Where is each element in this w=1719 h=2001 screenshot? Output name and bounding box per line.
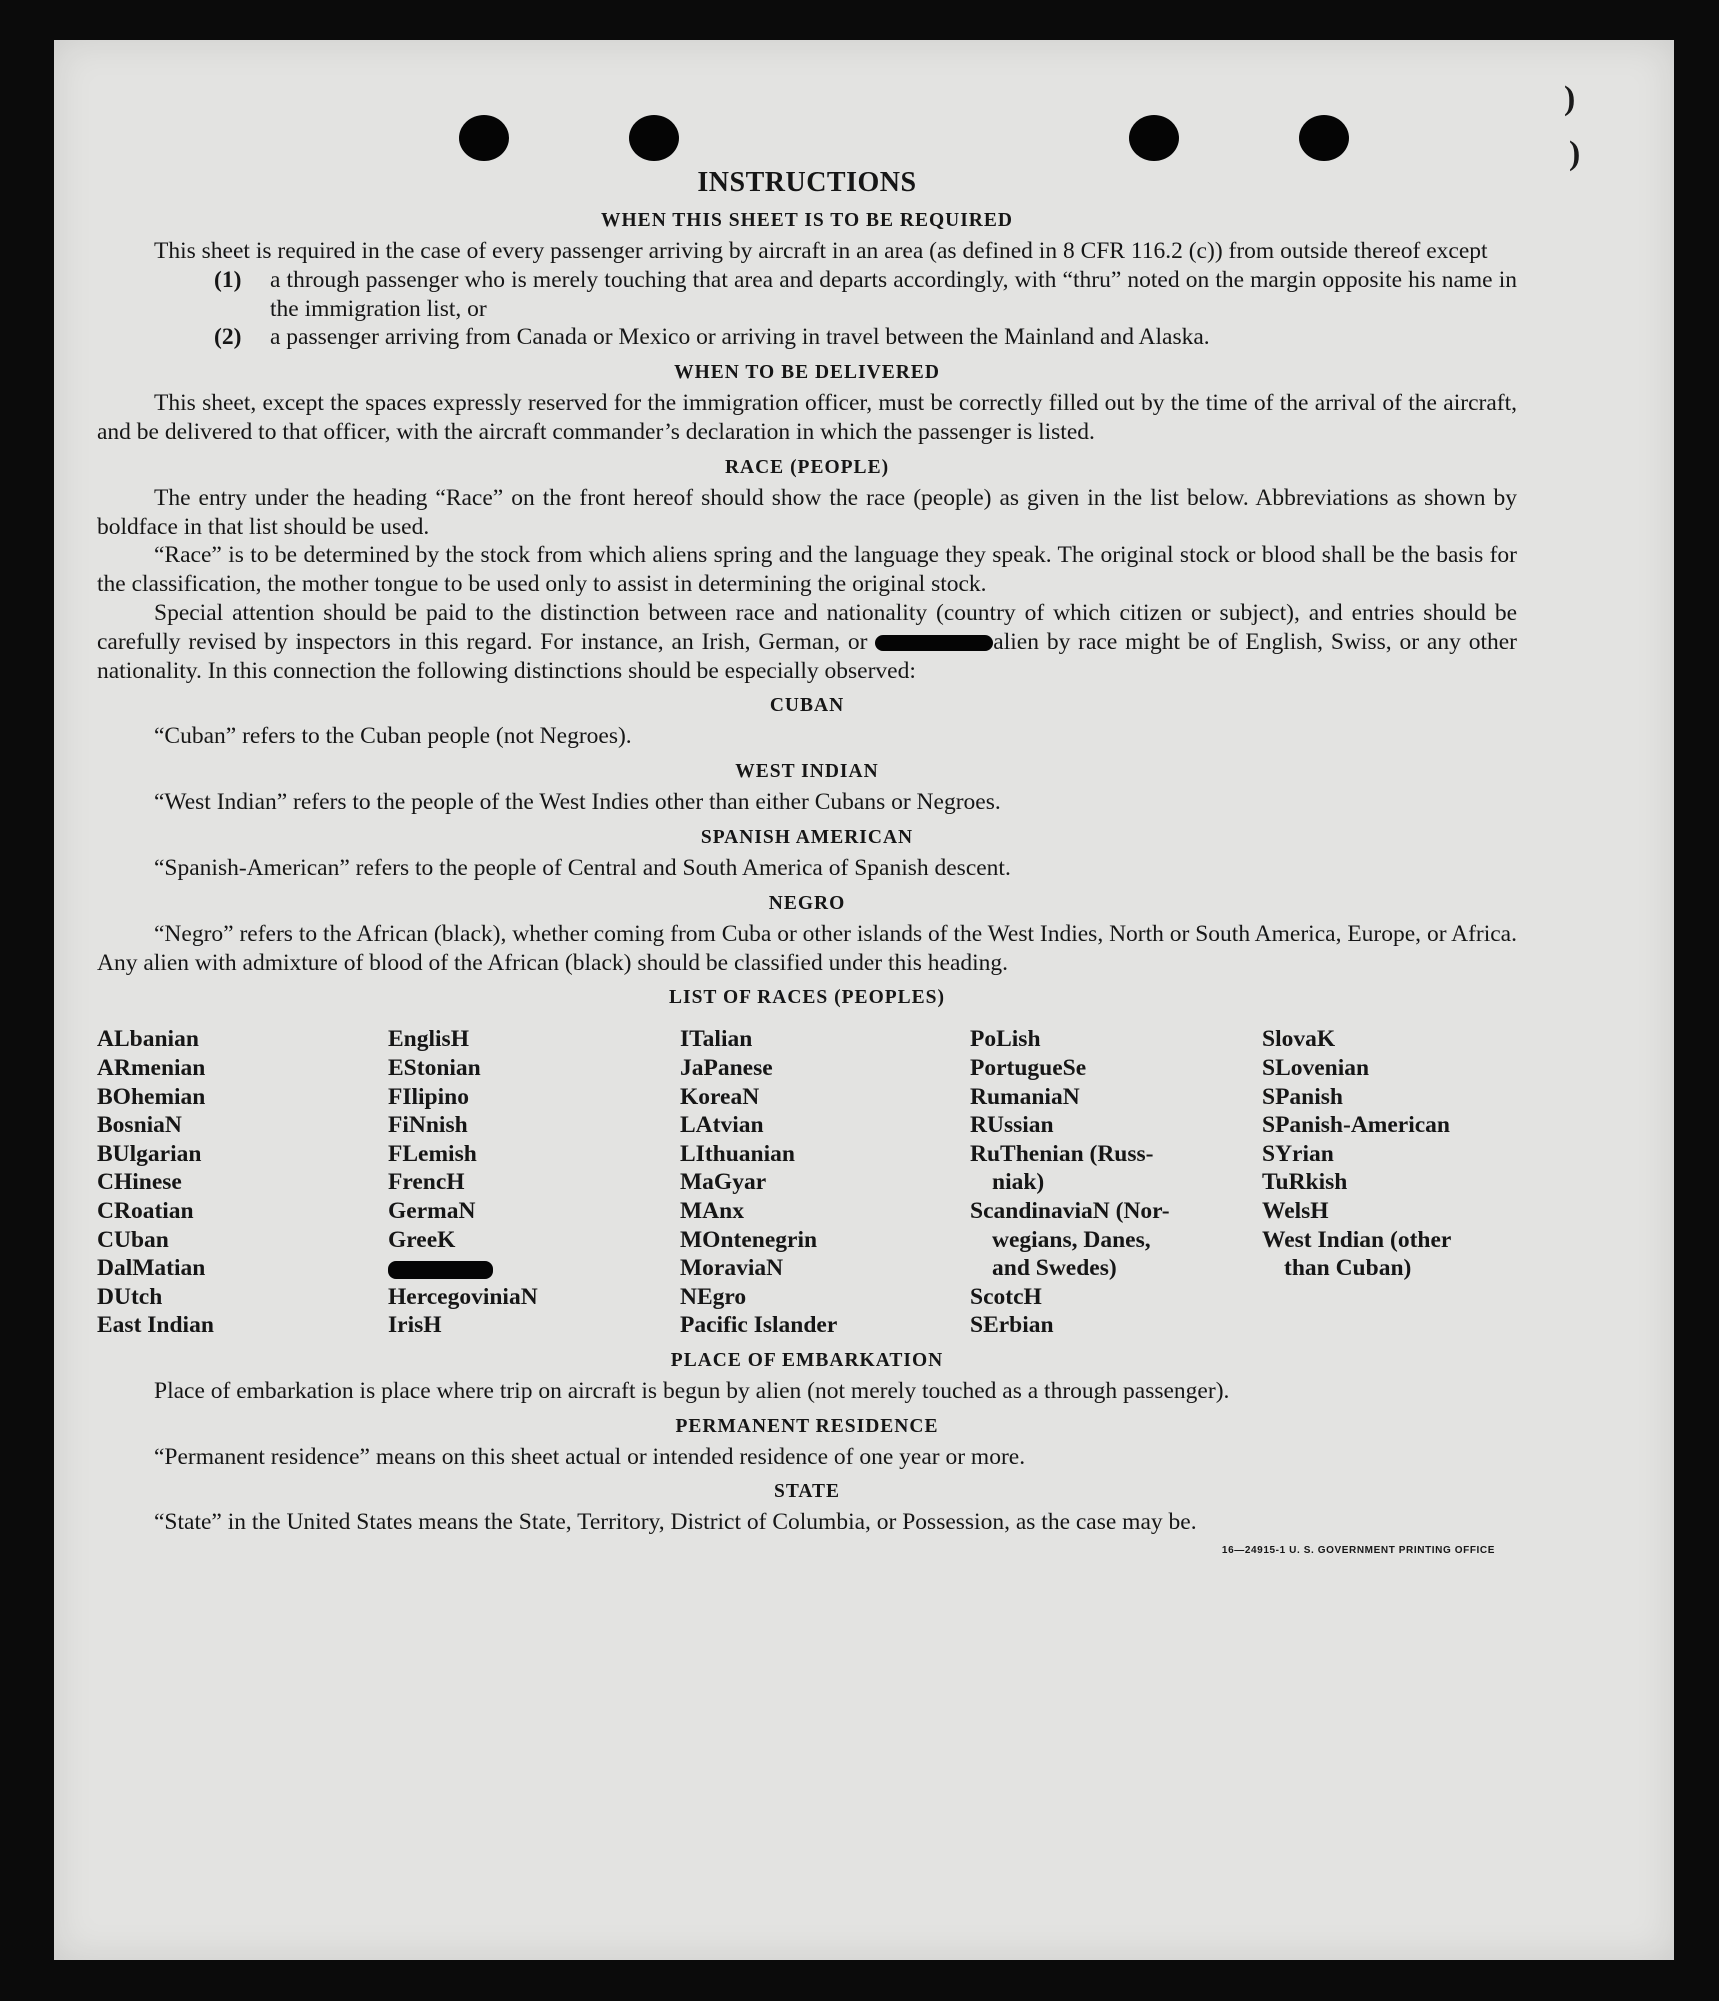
race-item: IrisH xyxy=(388,1312,442,1339)
race-paragraph: “Race” is to be determined by the stock from which aliens spring and the language they speak. The original stock or blood shall be the basis for the classification, the mother tongue to be used only to assist in determining the original stock. xyxy=(97,542,1517,598)
race-item: MAnx xyxy=(680,1197,744,1224)
race-item: ScotcH xyxy=(970,1283,1042,1310)
heading-delivered: WHEN TO BE DELIVERED xyxy=(674,362,940,384)
footer xyxy=(97,1537,1517,1574)
race-item: TuRkish xyxy=(1262,1169,1348,1196)
race-item: CHinese xyxy=(97,1169,182,1196)
race-item: ARmenian xyxy=(97,1054,206,1081)
race-item: RumaniaN xyxy=(970,1083,1080,1110)
race-item: HercegoviniaN xyxy=(388,1283,538,1310)
race-item: MaGyar xyxy=(680,1169,767,1196)
margin-mark: ) xyxy=(1569,135,1581,172)
race-item: GermaN xyxy=(388,1197,476,1224)
races-column xyxy=(680,1025,970,1340)
item-number: (1) xyxy=(214,266,242,293)
redaction-mark xyxy=(388,1261,493,1279)
race-item: KoreaN xyxy=(680,1083,760,1110)
embarkation-text: Place of embarkation is place where trip on aircraft is begun by alien (not merely touched as a through passenger). xyxy=(154,1377,1230,1404)
races-column xyxy=(388,1025,680,1340)
race-item: MoraviaN xyxy=(680,1255,784,1282)
race-item: GreeK xyxy=(388,1226,456,1253)
race-item: MOntenegrin xyxy=(680,1226,818,1253)
race-item: SlovaK xyxy=(1262,1026,1336,1053)
item-text: a passenger arriving from Canada or Mexico or arriving in travel between the Mainland and Alaska. xyxy=(270,324,1210,351)
race-item-line: ScandinaviaN (Nor- xyxy=(970,1197,1170,1224)
race-item: FrencH xyxy=(388,1169,465,1196)
margin-mark: ) xyxy=(1564,80,1576,117)
heading-embarkation: PLACE OF EMBARKATION xyxy=(670,1349,944,1371)
race-item-ruthenian xyxy=(970,1140,1262,1197)
race-item: SPanish-American xyxy=(1262,1112,1450,1139)
race-item: FiNnish xyxy=(388,1112,468,1139)
heading-state: STATE xyxy=(773,1481,841,1503)
race-item: PoLish xyxy=(970,1026,1041,1053)
races-column xyxy=(1262,1025,1517,1340)
race-item: LIthuanian xyxy=(680,1140,795,1167)
race-item: BOhemian xyxy=(97,1083,206,1110)
heading-race: RACE (PEOPLE) xyxy=(724,456,890,478)
race-item: BUlgarian xyxy=(97,1140,202,1167)
required-intro: This sheet is required in the case of every passenger arriving by aircraft in an area (as defined in 8 CFR 116.2 (c)) from outside thereof except xyxy=(154,238,1488,264)
race-item: ITalian xyxy=(680,1026,753,1053)
race-item: RUssian xyxy=(970,1112,1054,1139)
race-item: DUtch xyxy=(97,1283,163,1310)
race-item: NEgro xyxy=(680,1283,747,1310)
residence-text: “Permanent residence” means on this sheet actual or intended residence of one year or more. xyxy=(154,1443,1026,1470)
redaction-mark xyxy=(875,635,993,651)
race-item: JaPanese xyxy=(680,1054,773,1081)
race-item: PortugueSe xyxy=(970,1054,1087,1081)
negro-text: “Negro” refers to the African (black), whether coming from Cuba or other islands of the West Indies, North or South America, Europe, or Africa. Any alien with admixture of blood of the African (black) should be classified under this heading. xyxy=(97,920,1517,976)
races-column xyxy=(97,1025,388,1340)
race-paragraph-part: Special attention should be paid to the distinction between race and nationality (country of which citizen or subject), and entries should be carefully revised by inspectors in this regard. For instance, an Irish, German, or xyxy=(97,599,1517,655)
heading-negro: NEGRO xyxy=(768,892,846,914)
race-item: EStonian xyxy=(388,1054,481,1081)
punch-hole xyxy=(1299,115,1349,161)
race-item: Pacific Islander xyxy=(680,1312,838,1339)
heading-list-of-races: LIST OF RACES (PEOPLES) xyxy=(668,987,945,1009)
race-item: EnglisH xyxy=(388,1026,469,1053)
heading-permanent-residence: PERMANENT RESIDENCE xyxy=(675,1415,939,1437)
item-text: a through passenger who is merely touching that area and departs accordingly, with “thru” noted on the margin opposite his name in the immigration list, or xyxy=(270,266,1517,322)
heading-west-indian: WEST INDIAN xyxy=(735,761,879,783)
race-item: East Indian xyxy=(97,1312,214,1339)
race-item-scandinavian xyxy=(970,1197,1262,1283)
races-column xyxy=(970,1025,1262,1340)
punch-hole xyxy=(629,115,679,161)
races-list xyxy=(97,1025,1517,1340)
print-code: 16—24915-1 U. S. GOVERNMENT PRINTING OFFICE xyxy=(1221,1545,1495,1557)
race-item: SLovenian xyxy=(1262,1054,1370,1081)
race-item-redacted xyxy=(388,1254,680,1283)
race-item-line: West Indian (other xyxy=(1262,1226,1452,1253)
race-item-line: niak) xyxy=(992,1169,1045,1196)
race-item: ALbanian xyxy=(97,1026,199,1053)
punch-hole xyxy=(459,115,509,161)
race-item: SYrian xyxy=(1262,1140,1334,1167)
heading-spanish-american: SPANISH AMERICAN xyxy=(700,826,914,848)
race-item-line: RuThenian (Russ- xyxy=(970,1140,1154,1167)
race-paragraph: The entry under the heading “Race” on the front hereof should show the race (people) as given in the list below. Abbreviations as shown by boldface in that list should be used. xyxy=(97,484,1517,540)
race-item: BosniaN xyxy=(97,1112,182,1139)
race-item: LAtvian xyxy=(680,1112,764,1139)
required-item xyxy=(214,266,1517,324)
race-item-line: wegians, Danes, xyxy=(992,1226,1151,1253)
race-item: SErbian xyxy=(970,1312,1054,1339)
spanish-american-text: “Spanish-American” refers to the people of Central and South America of Spanish descent. xyxy=(154,854,1011,881)
heading-required: WHEN THIS SHEET IS TO BE REQUIRED xyxy=(601,210,1013,231)
state-text: “State” in the United States means the State, Territory, District of Columbia, or Possession, as the case may be. xyxy=(154,1509,1197,1536)
west-indian-text: “West Indian” refers to the people of the West Indies other than either Cubans or Negroes. xyxy=(154,789,1001,816)
page-title: INSTRUCTIONS xyxy=(697,167,917,198)
race-paragraph-part: alien by race might be of English, Swiss, or any other nationality. In this connection the following distinctions should be especially observed: xyxy=(97,628,1517,684)
required-item xyxy=(214,323,1517,352)
heading-cuban: CUBAN xyxy=(769,695,845,717)
race-item: CRoatian xyxy=(97,1197,194,1224)
race-item-line: and Swedes) xyxy=(992,1255,1117,1282)
race-paragraph xyxy=(97,599,1517,685)
race-item: SPanish xyxy=(1262,1083,1343,1110)
race-item: CUban xyxy=(97,1226,169,1253)
race-item-west-indian xyxy=(1262,1226,1517,1283)
cuban-text: “Cuban” refers to the Cuban people (not Negroes). xyxy=(154,723,632,750)
punch-hole xyxy=(1129,115,1179,161)
instructions-content xyxy=(97,166,1517,1574)
race-item: WelsH xyxy=(1262,1197,1329,1224)
delivered-text: This sheet, except the spaces expressly reserved for the immigration officer, must be correctly filled out by the time of the arrival of the aircraft, and be delivered to that officer, with the aircraft commander’s declaration in which the passenger is listed. xyxy=(97,390,1517,445)
item-number: (2) xyxy=(214,324,242,351)
race-item: DalMatian xyxy=(97,1255,206,1282)
race-item-line: than Cuban) xyxy=(1284,1255,1412,1282)
race-item: FLemish xyxy=(388,1140,477,1167)
race-item: FIlipino xyxy=(388,1083,469,1110)
